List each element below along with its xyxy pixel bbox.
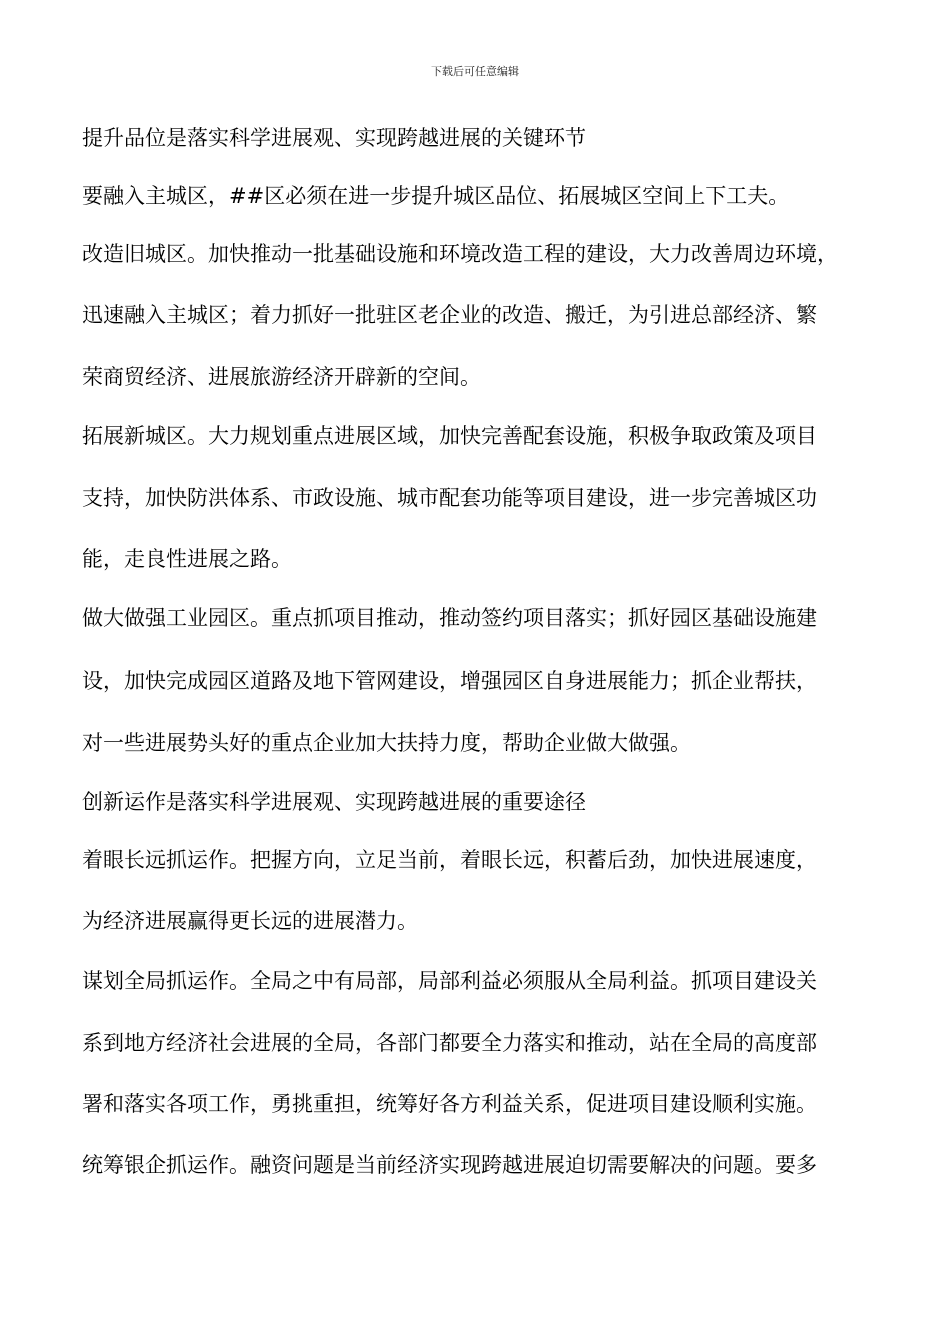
- body-line: 荣商贸经济、进展旅游经济开辟新的空间。: [82, 365, 481, 389]
- body-line: 系到地方经济社会进展的全局，各部门都要全力落实和推动，站在全局的高度部: [82, 1031, 817, 1055]
- body-line: 统筹银企抓运作。融资问题是当前经济实现跨越进展迫切需要解决的问题。要多: [82, 1153, 817, 1177]
- body-line: 着眼长远抓运作。把握方向，立足当前，着眼长远，积蓄后劲，加快进展速度，: [82, 848, 817, 872]
- body-line: 创新运作是落实科学进展观、实现跨越进展的重要途径: [82, 790, 586, 814]
- page-header: 下载后可任意编辑: [431, 65, 519, 78]
- body-line: 拓展新城区。大力规划重点进展区域，加快完善配套设施，积极争取政策及项目: [82, 424, 817, 448]
- body-line: 署和落实各项工作，勇挑重担，统筹好各方利益关系，促进项目建设顺利实施。: [82, 1092, 817, 1116]
- body-line: 设，加快完成园区道路及地下管网建设，增强园区自身进展能力；抓企业帮扶，: [82, 669, 817, 693]
- body-line: 对一些进展势头好的重点企业加大扶持力度，帮助企业做大做强。: [82, 731, 691, 755]
- body-line: 谋划全局抓运作。全局之中有局部，局部利益必须服从全局利益。抓项目建设关: [82, 969, 817, 993]
- body-line: 做大做强工业园区。重点抓项目推动，推动签约项目落实；抓好园区基础设施建: [82, 606, 817, 630]
- body-line: 提升品位是落实科学进展观、实现跨越进展的关键环节: [82, 126, 586, 150]
- body-line: 迅速融入主城区；着力抓好一批驻区老企业的改造、搬迁，为引进总部经济、繁: [82, 303, 817, 327]
- body-line: 支持，加快防洪体系、市政设施、城市配套功能等项目建设，进一步完善城区功: [82, 486, 817, 510]
- body-line: 要融入主城区，##区必须在进一步提升城区品位、拓展城区空间上下工夫。: [82, 184, 790, 208]
- body-line: 为经济进展赢得更长远的进展潜力。: [82, 909, 418, 933]
- body-line: 能，走良性进展之路。: [82, 547, 292, 571]
- body-line: 改造旧城区。加快推动一批基础设施和环境改造工程的建设，大力改善周边环境，: [82, 242, 838, 266]
